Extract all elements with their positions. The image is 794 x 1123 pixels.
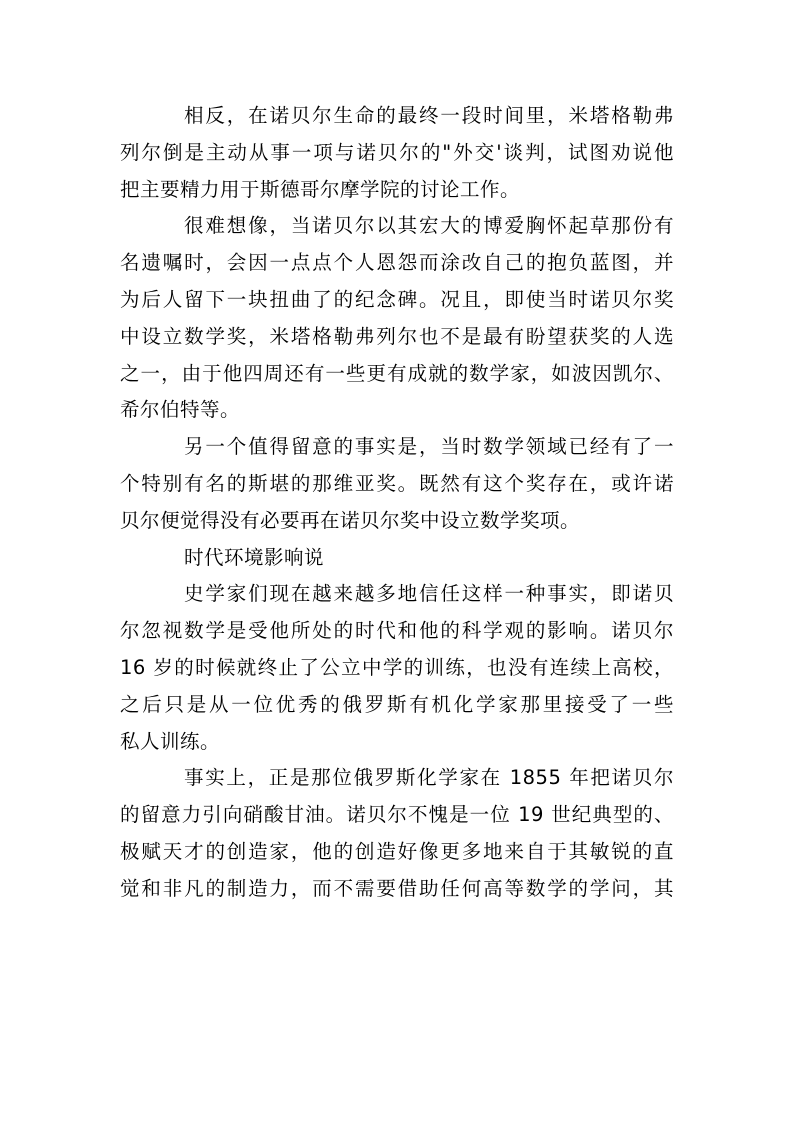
text-line: 事实上，正是那位俄罗斯化学家在 1855 年把诺贝尔 [184,766,674,790]
text-line: 相反，在诺贝尔生命的最终一段时间里，米塔格勒弗 [184,104,674,127]
paragraph [120,760,674,907]
text-line: 很难想像，当诺贝尔以其宏大的博爱胸怀起草那份有 [184,214,674,238]
text-line: 的留意力引向硝酸甘油。诺贝尔不愧是一位 19 世纪典型的、 [120,803,674,827]
text-line: 名遗嘱时，会因一点点个人恩怨而涂改自己的抱负蓝图，并 [120,251,674,275]
text-line: 把主要精力用于斯德哥尔摩学院的讨论工作。 [120,177,521,201]
paragraph [120,208,674,429]
paragraph [120,429,674,539]
text-line: 16 岁的时候就终止了公立中学的训练，也没有连续上高校， [120,655,674,679]
text-line: 之一，由于他四周还有一些更有成就的数学家，如波因凯尔、 [120,361,674,385]
text-line: 之后只是从一位优秀的俄罗斯有机化学家那里接受了一些 [120,692,674,716]
text-line: 极赋天才的创造家，他的创造好像更多地来自于其敏锐的直 [120,839,674,863]
text-line: 希尔伯特等。 [120,398,241,422]
document-body [120,98,674,908]
text-line: 为后人留下一块扭曲了的纪念碑。况且，即使当时诺贝尔奖 [120,287,674,311]
text-line: 史学家们现在越来越多地信任这样一种事实，即诺贝 [184,582,674,606]
text-line: 个特别有名的斯堪的那维亚奖。既然有这个奖存在，或许诺 [120,471,674,495]
paragraph [120,576,674,760]
text-line: 时代环境影响说 [184,545,325,569]
paragraph [120,98,674,208]
text-line: 贝尔便觉得没有必要再在诺贝尔奖中设立数学奖项。 [120,508,581,532]
section-heading [120,540,674,577]
text-line: 觉和非凡的制造力，而不需要借助任何高等数学的学问，其 [120,876,674,900]
text-line: 列尔倒是主动从事一项与诺贝尔的"外交'谈判，试图劝说他 [120,140,674,164]
text-line: 尔忽视数学是受他所处的时代和他的科学观的影响。诺贝尔 [120,619,674,643]
text-line: 另一个值得留意的事实是，当时数学领域已经有了一 [184,435,674,459]
text-line: 私人训练。 [120,729,221,753]
text-line: 中设立数学奖，米塔格勒弗列尔也不是最有盼望获奖的人选 [120,324,674,348]
